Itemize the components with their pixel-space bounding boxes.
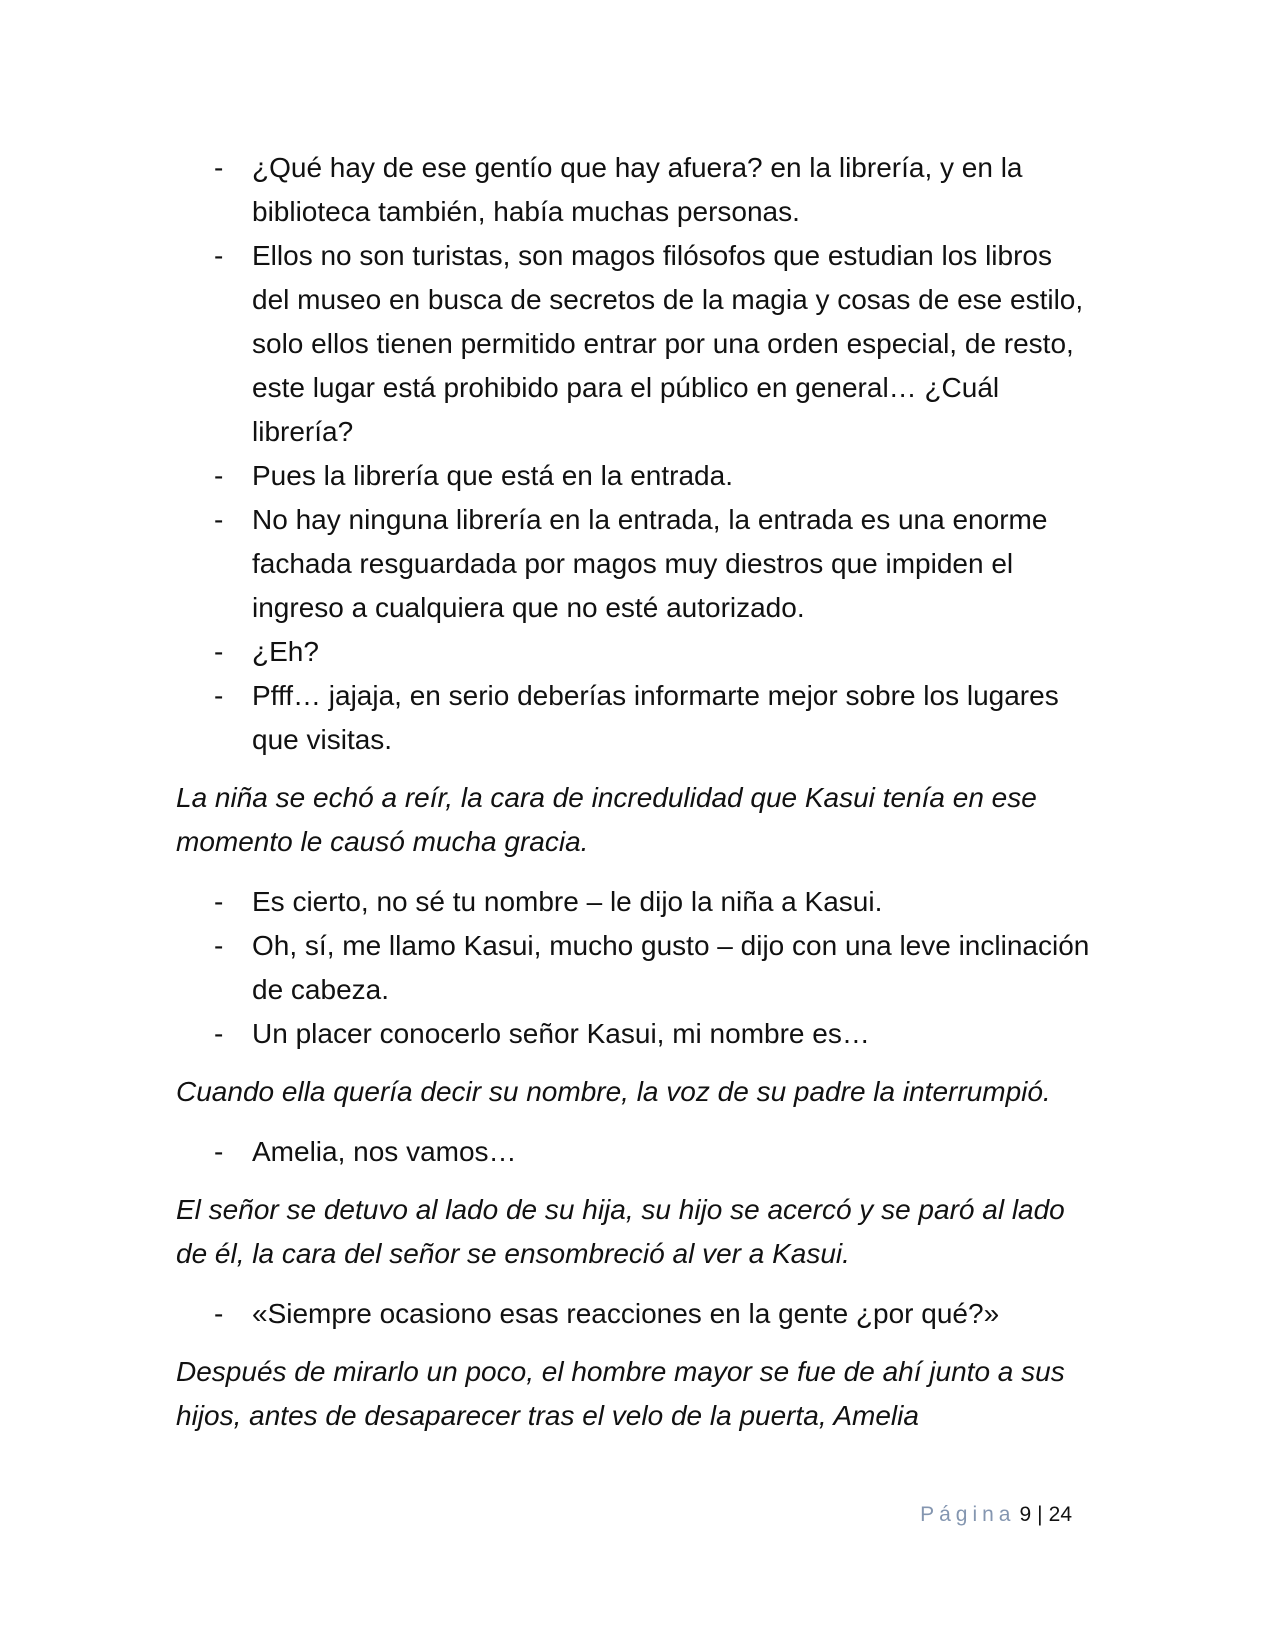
dialogue-text: Ellos no son turistas, son magos filósofos que estudian los libros del museo en busca de secretos de la magia y cosas de ese estilo, solo ellos tienen permitido entrar por una orden especial, de resto, este lugar está prohibido para el público en general… ¿Cuál librería? bbox=[252, 240, 1084, 447]
dialogue-line bbox=[176, 498, 1096, 630]
dialogue-line bbox=[176, 924, 1096, 1012]
dialogue-block bbox=[176, 880, 1096, 1056]
page-number: 9 bbox=[1019, 1503, 1032, 1526]
dialogue-dash: - bbox=[214, 1018, 224, 1049]
dialogue-text: Amelia, nos vamos… bbox=[252, 1136, 517, 1167]
dialogue-dash: - bbox=[214, 680, 224, 711]
dialogue-text: ¿Eh? bbox=[252, 636, 319, 667]
dialogue-line bbox=[176, 1130, 1096, 1174]
page-footer bbox=[920, 1500, 1072, 1530]
dialogue-dash: - bbox=[214, 240, 224, 271]
dialogue-text: «Siempre ocasiono esas reacciones en la gente ¿por qué?» bbox=[252, 1298, 1000, 1329]
dialogue-line bbox=[176, 630, 1096, 674]
page-separator: | bbox=[1037, 1503, 1043, 1526]
dialogue-line bbox=[176, 234, 1096, 454]
dialogue-text: Oh, sí, me llamo Kasui, mucho gusto – dijo con una leve inclinación de cabeza. bbox=[252, 930, 1090, 1005]
total-pages: 24 bbox=[1048, 1503, 1072, 1526]
dialogue-block bbox=[176, 1130, 1096, 1174]
dialogue-block bbox=[176, 1292, 1096, 1336]
dialogue-dash: - bbox=[214, 504, 224, 535]
page-body bbox=[176, 146, 1096, 1454]
dialogue-text: ¿Qué hay de ese gentío que hay afuera? en la librería, y en la biblioteca también, había muchas personas. bbox=[252, 152, 1023, 227]
dialogue-block bbox=[176, 146, 1096, 762]
narration-paragraph: Cuando ella quería decir su nombre, la voz de su padre la interrumpió. bbox=[176, 1076, 1051, 1107]
dialogue-dash: - bbox=[214, 152, 224, 183]
dialogue-line bbox=[176, 454, 1096, 498]
dialogue-dash: - bbox=[214, 636, 224, 667]
dialogue-dash: - bbox=[214, 886, 224, 917]
dialogue-text: No hay ninguna librería en la entrada, la entrada es una enorme fachada resguardada por magos muy diestros que impiden el ingreso a cualquiera que no esté autorizado. bbox=[252, 504, 1048, 623]
narration-paragraph: Después de mirarlo un poco, el hombre mayor se fue de ahí junto a sus hijos, antes de desaparecer tras el velo de la puerta, Amelia bbox=[176, 1356, 1065, 1431]
dialogue-line bbox=[176, 146, 1096, 234]
dialogue-line bbox=[176, 880, 1096, 924]
narration-paragraph: La niña se echó a reír, la cara de incredulidad que Kasui tenía en ese momento le causó mucha gracia. bbox=[176, 782, 1037, 857]
dialogue-dash: - bbox=[214, 1298, 224, 1329]
dialogue-line bbox=[176, 1292, 1096, 1336]
dialogue-text: Un placer conocerlo señor Kasui, mi nombre es… bbox=[252, 1018, 870, 1049]
dialogue-line bbox=[176, 1012, 1096, 1056]
dialogue-dash: - bbox=[214, 460, 224, 491]
narration-paragraph: El señor se detuvo al lado de su hija, su hijo se acercó y se paró al lado de él, la cara del señor se ensombreció al ver a Kasui. bbox=[176, 1194, 1065, 1269]
dialogue-text: Pues la librería que está en la entrada. bbox=[252, 460, 733, 491]
page-label: Página bbox=[920, 1503, 1016, 1526]
dialogue-text: Pfff… jajaja, en serio deberías informarte mejor sobre los lugares que visitas. bbox=[252, 680, 1059, 755]
dialogue-line bbox=[176, 674, 1096, 762]
dialogue-text: Es cierto, no sé tu nombre – le dijo la niña a Kasui. bbox=[252, 886, 883, 917]
dialogue-dash: - bbox=[214, 930, 224, 961]
dialogue-dash: - bbox=[214, 1136, 224, 1167]
